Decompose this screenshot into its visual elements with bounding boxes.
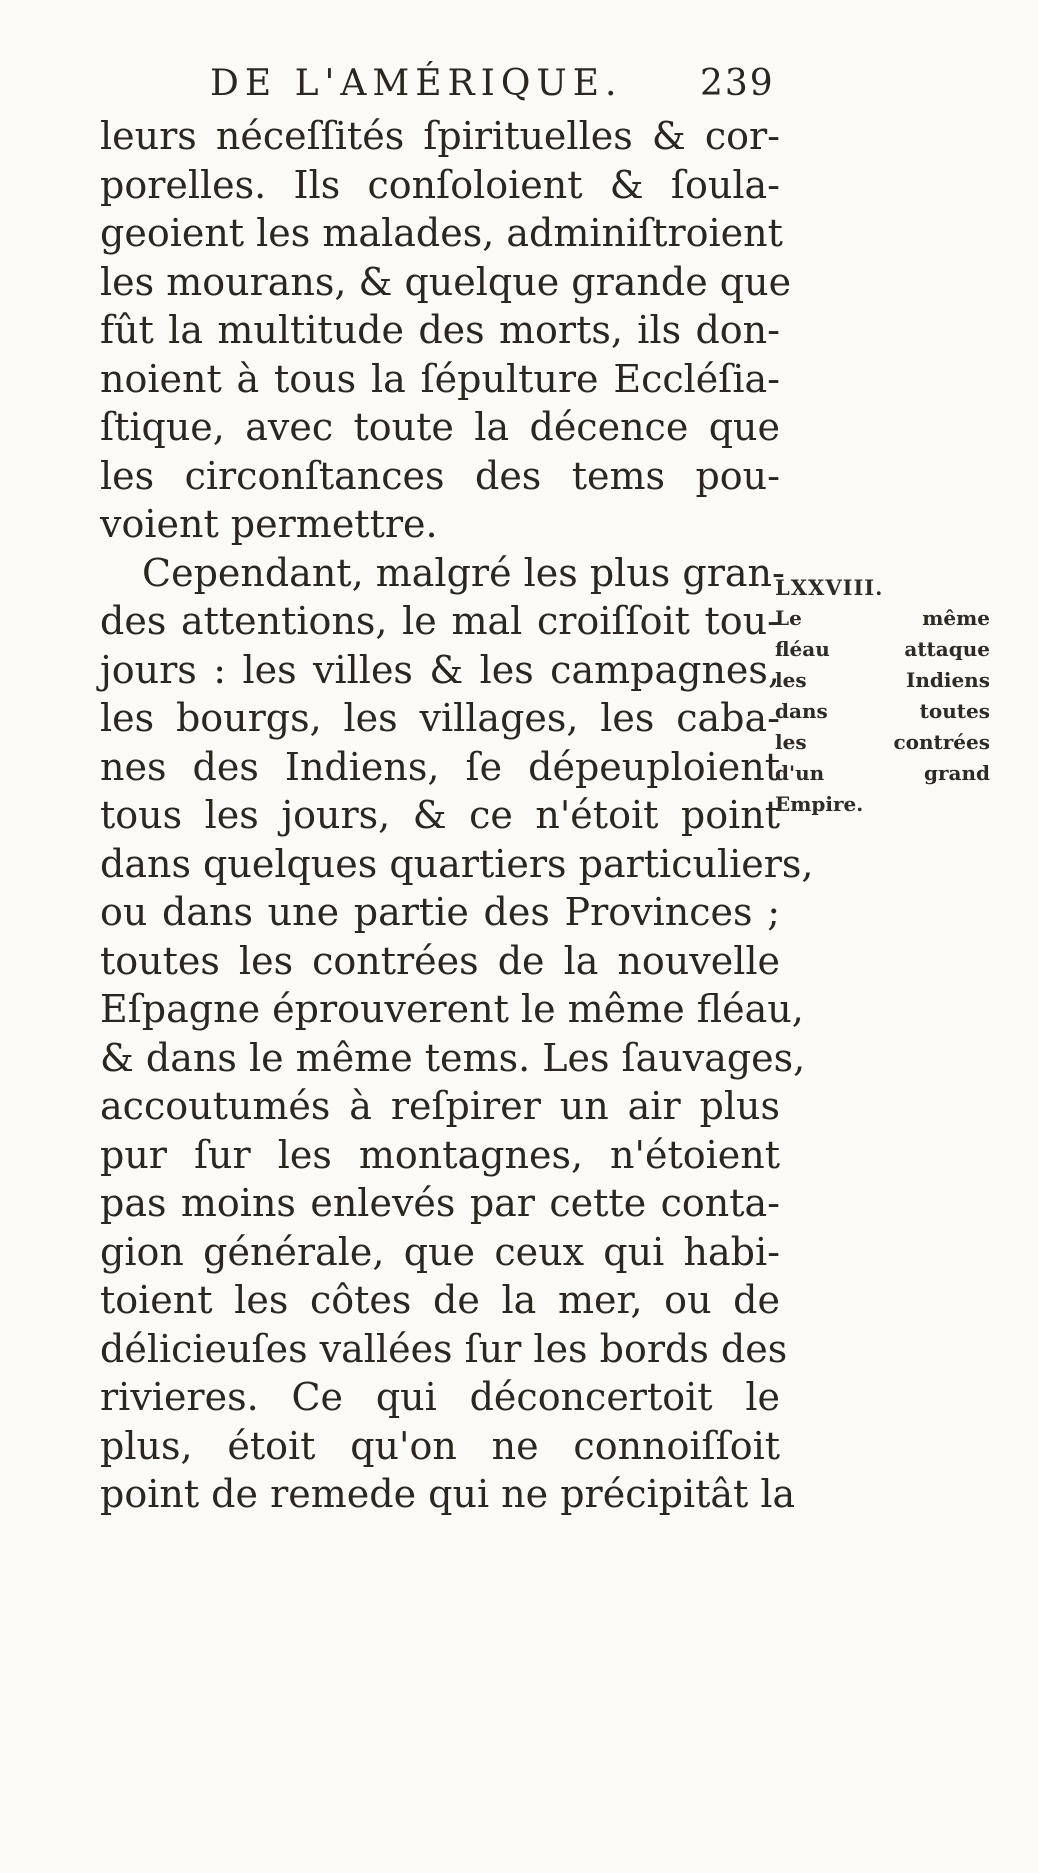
text-line: point de remede qui ne précipitât la [100,1472,796,1516]
text-line: des attentions, le mal croiſſoit tou- [100,599,780,643]
margin-note-line: les contrées [775,730,990,754]
text-line: tous les jours, & ce n'étoit point [100,793,780,837]
text-line: délicieuſes vallées ſur les bords des [100,1326,788,1371]
text-line: pas moins enlevés par cette conta- [100,1181,780,1225]
text-line: accoutumés à reſpirer un air plus [100,1084,780,1128]
text-line: fût la multitude des morts, ils don- [100,308,780,352]
margin-note-line: Empire. [775,792,864,816]
body-text [100,112,814,1519]
text-line: & dans le même tems. Les ſauvages, [100,1035,806,1080]
text-line: geoient les malades, adminiſtroient [100,211,783,255]
margin-note [775,572,990,820]
margin-note-line: les Indiens [775,668,990,692]
text-line: rivieres. Ce qui déconcertoit le [100,1375,780,1419]
text-line: jours : les villes & les campagnes, [100,647,780,692]
margin-note-line: dans toutes [775,699,990,723]
text-line: les mourans, & quelque grande que [100,259,792,304]
text-line: pur ſur les montagnes, n'étoient [100,1132,780,1177]
margin-note-number: LXXVIII. [775,575,884,600]
text-line: toient les côtes de la mer, ou de [100,1278,780,1322]
paragraph-first-line: Cependant, malgré les plus gran- [142,550,785,595]
text-line: les circonſtances des tems pou- [100,453,780,498]
margin-note-line: d'un grand [775,761,990,785]
running-title: DE L'AMÉRIQUE. [210,63,623,104]
page-number: 239 [700,63,775,104]
text-line: ſtique, avec toute la décence que [100,405,780,449]
text-line: gion générale, que ceux qui habi- [100,1229,780,1274]
text-line: les bourgs, les villages, les caba- [100,696,780,740]
text-line: plus, étoit qu'on ne connoiſſoit [100,1423,780,1468]
text-line: voient permettre. [100,502,438,546]
text-line: toutes les contrées de la nouvelle [100,938,780,983]
text-line: nes des Indiens, ſe dépeuploient [100,744,780,789]
text-line: leurs néceſſités ſpirituelles & cor- [100,114,780,158]
text-line: Eſpagne éprouverent le même fléau, [100,987,804,1031]
text-line: noient à tous la ſépulture Eccléſia- [100,356,780,401]
text-line: porelles. Ils conſoloient & ſoula- [100,162,780,207]
text-line: ou dans une partie des Provinces ; [100,890,780,934]
margin-note-line: fléau attaque [775,637,990,661]
page-header [210,54,810,114]
text-line: dans quelques quartiers particuliers, [100,841,814,886]
margin-note-line: Le même [775,606,990,630]
